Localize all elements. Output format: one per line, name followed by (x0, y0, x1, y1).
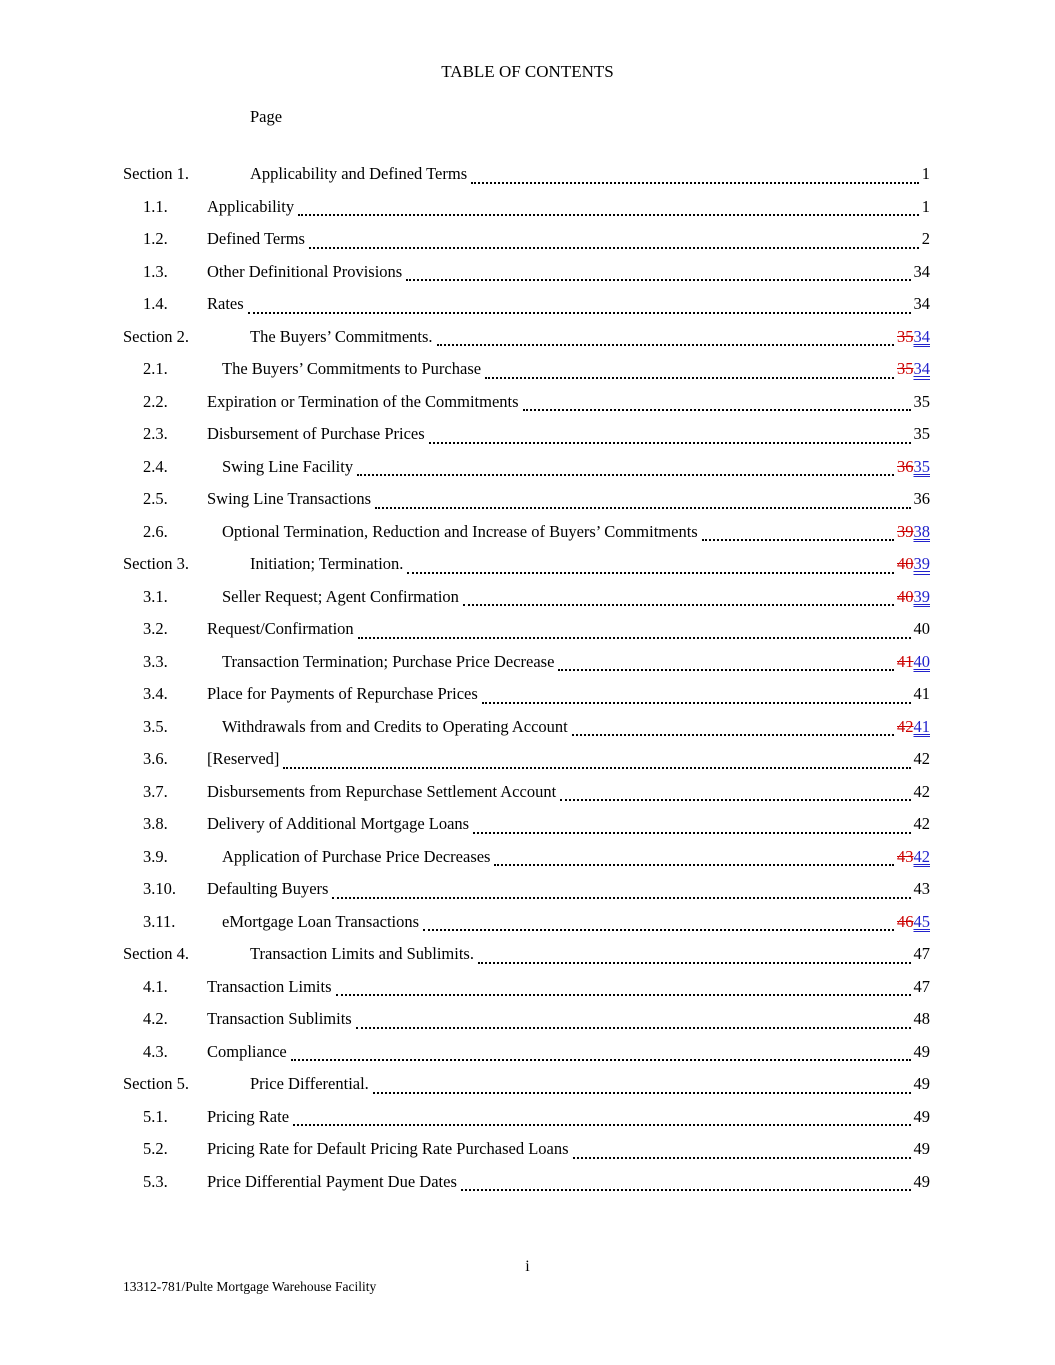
toc-entry-page-inserted: 45 (913, 911, 930, 931)
dot-leader (407, 572, 894, 574)
toc-entry-title: Seller Request; Agent Confirmation (222, 586, 459, 606)
dot-leader (471, 182, 919, 184)
dot-leader (293, 1124, 910, 1126)
toc-entry-number: 2.6. (143, 521, 168, 541)
dot-leader (291, 1059, 911, 1061)
toc-entry (123, 1101, 930, 1134)
toc-entry-title: Request/Confirmation (207, 619, 354, 638)
toc-entry-title: Disbursement of Purchase Prices (207, 424, 425, 443)
toc-entry-number: 4.1. (143, 976, 168, 996)
toc-entry-number: 3.5. (143, 716, 168, 736)
toc-entry-title: Transaction Termination; Purchase Price Decrease (222, 651, 555, 671)
toc-entry-page-inserted: 41 (913, 716, 930, 736)
toc-entry-number: 1.1. (143, 196, 168, 216)
toc-entry-page: 42 (913, 814, 930, 833)
dot-leader (437, 344, 894, 346)
toc-entry-page: 42 (913, 749, 930, 768)
toc-entry (123, 678, 930, 711)
toc-entry-page-deleted: 41 (897, 651, 914, 671)
toc-entry-page-deleted: 42 (897, 716, 914, 736)
dot-leader (298, 214, 919, 216)
toc-entry-number: 3.6. (143, 749, 168, 768)
toc-entry-number: 1.2. (143, 229, 168, 248)
toc-entry (123, 418, 930, 451)
toc-entry-page-inserted: 34 (913, 326, 930, 346)
dot-leader (373, 1092, 911, 1094)
toc-entry-number: 1.4. (143, 294, 168, 313)
dot-leader (573, 1157, 911, 1159)
toc-entry-title: [Reserved] (207, 749, 280, 768)
dot-leader (478, 962, 911, 964)
toc-entry-page: 2 (921, 229, 930, 248)
dot-leader (461, 1189, 911, 1191)
toc-entry-title: Price Differential. (250, 1074, 369, 1093)
toc-entry (123, 451, 930, 484)
dot-leader (248, 312, 911, 314)
toc-entry (123, 808, 930, 841)
toc-entry-number: 3.1. (143, 586, 168, 606)
toc-entry (123, 353, 930, 386)
dot-leader (463, 604, 894, 606)
page-title: TABLE OF CONTENTS (441, 62, 614, 81)
toc-entry-page: 41 (913, 684, 930, 703)
toc-entry-title: Withdrawals from and Credits to Operating Account (222, 716, 568, 736)
toc-entry-number: 3.9. (143, 846, 168, 866)
toc-entry-page: 1 (921, 196, 930, 216)
toc-entry-page (897, 548, 930, 581)
toc-entry-page-deleted: 40 (897, 586, 914, 606)
toc-entry (123, 1036, 930, 1069)
toc-entry-page: 48 (913, 1009, 930, 1028)
dot-leader (358, 637, 911, 639)
toc-entry-page (897, 711, 930, 744)
toc-entry-number: Section 3. (123, 554, 189, 573)
dot-leader (375, 507, 910, 509)
toc-entry (123, 158, 930, 191)
toc-entry-page: 47 (913, 944, 930, 963)
toc-entry-page (897, 353, 930, 386)
dot-leader (429, 442, 911, 444)
toc-entry-number: 4.3. (143, 1041, 168, 1061)
dot-leader (357, 474, 894, 476)
dot-leader (336, 994, 911, 996)
toc-entry-title: Disbursements from Repurchase Settlement Account (207, 781, 557, 801)
dot-leader (523, 409, 911, 411)
toc-entry-page (897, 581, 930, 614)
dot-leader (332, 897, 910, 899)
toc-entry-page: 34 (913, 294, 930, 313)
dot-leader (572, 734, 894, 736)
toc-entry-page-inserted: 39 (913, 554, 930, 573)
toc-entry (123, 516, 930, 549)
toc-entry-page: 49 (913, 1074, 930, 1093)
toc-entry-number: 3.3. (143, 651, 168, 671)
dot-leader (423, 929, 894, 931)
dot-leader (494, 864, 894, 866)
toc-entry (123, 906, 930, 939)
toc-entry-number: Section 2. (123, 326, 189, 346)
dot-leader (482, 702, 911, 704)
toc-entry-title: Swing Line Facility (222, 456, 354, 476)
toc-entry-number: 3.4. (143, 684, 168, 703)
toc-entry-page: 47 (913, 976, 930, 996)
toc-entry-title: Other Definitional Provisions (207, 261, 403, 281)
toc-entry-title: Price Differential Payment Due Dates (207, 1171, 457, 1191)
toc-entry-number: 3.11. (143, 911, 176, 931)
toc-entry-number: 5.1. (143, 1106, 168, 1126)
toc-entry (123, 223, 930, 256)
toc-entry-title: The Buyers’ Commitments. (250, 326, 433, 346)
toc-entry (123, 776, 930, 809)
toc-entry-number: 3.10. (143, 879, 176, 898)
toc-entry-number: 2.2. (143, 391, 168, 411)
toc-entry-number: 5.2. (143, 1139, 168, 1158)
page-column-header: Page (250, 107, 283, 126)
dot-leader (702, 539, 894, 541)
toc-entry-number: 2.1. (143, 359, 168, 378)
toc-entry (123, 971, 930, 1004)
toc-entry-number: 2.5. (143, 489, 168, 508)
toc-entry-page (897, 841, 930, 874)
toc-entry-title: Compliance (207, 1041, 287, 1061)
toc-entry-number: Section 5. (123, 1074, 189, 1093)
dot-leader (356, 1027, 911, 1029)
toc-entry (123, 743, 930, 776)
toc-entry-page-deleted: 43 (897, 846, 914, 866)
toc-entry-number: 3.8. (143, 814, 168, 833)
toc-entry-number: 2.4. (143, 456, 168, 476)
toc-entry (123, 1068, 930, 1101)
toc-entry-page: 49 (913, 1041, 930, 1061)
toc-entry (123, 646, 930, 679)
toc-entry-page: 35 (913, 391, 930, 411)
toc-entry-title: eMortgage Loan Transactions (222, 911, 420, 931)
footer-page-number: i (525, 1258, 530, 1275)
toc-entry (123, 873, 930, 906)
dot-leader (558, 669, 894, 671)
toc-entry (123, 1166, 930, 1199)
toc-entry-number: 2.3. (143, 424, 168, 443)
toc-entry-page (897, 516, 930, 549)
toc-entry-title: Applicability (207, 196, 295, 216)
toc-entry-title: Expiration or Termination of the Commitments (207, 391, 519, 411)
dot-leader (406, 279, 910, 281)
toc-entry-title: Pricing Rate (207, 1106, 290, 1126)
footer-doc-reference: 13312-781/Pulte Mortgage Warehouse Facility (123, 1279, 377, 1294)
toc-list (123, 158, 930, 1198)
toc-entry-page-deleted: 36 (897, 456, 914, 476)
toc-entry-number: 5.3. (143, 1171, 168, 1191)
toc-entry-page-deleted: 46 (897, 911, 914, 931)
toc-entry-title: Pricing Rate for Default Pricing Rate Purchased Loans (207, 1139, 569, 1158)
dot-leader (283, 767, 910, 769)
toc-entry (123, 548, 930, 581)
toc-entry-title: Application of Purchase Price Decreases (222, 846, 491, 866)
toc-entry-page-deleted: 40 (897, 554, 914, 573)
dot-leader (485, 377, 894, 379)
toc-entry-number: 3.7. (143, 781, 168, 801)
toc-entry-page (897, 906, 930, 939)
toc-entry-number: 1.3. (143, 261, 168, 281)
toc-entry-page: 43 (913, 879, 930, 898)
toc-entry-page (897, 321, 930, 354)
toc-entry (123, 191, 930, 224)
toc-entry (123, 288, 930, 321)
toc-entry-title: Rates (207, 294, 244, 313)
toc-entry-title: Applicability and Defined Terms (250, 164, 468, 183)
toc-entry-page: 49 (913, 1171, 930, 1191)
toc-entry-title: Optional Termination, Reduction and Increase of Buyers’ Commitments (222, 521, 698, 541)
toc-entry-title: Defaulting Buyers (207, 879, 329, 898)
toc-entry (123, 321, 930, 354)
toc-entry (123, 938, 930, 971)
toc-entry (123, 1133, 930, 1166)
toc-entry-page: 36 (913, 489, 930, 508)
toc-entry-page: 35 (913, 424, 930, 443)
toc-entry-number: Section 1. (123, 164, 189, 183)
toc-entry-page: 1 (921, 164, 930, 183)
toc-entry-page-inserted: 35 (913, 456, 930, 476)
toc-entry-title: Swing Line Transactions (207, 489, 372, 508)
toc-entry-title: Defined Terms (207, 229, 305, 248)
toc-entry (123, 256, 930, 289)
dot-leader (309, 247, 919, 249)
toc-entry-title: Transaction Sublimits (207, 1009, 352, 1028)
toc-entry-page-deleted: 35 (897, 326, 914, 346)
toc-entry-title: The Buyers’ Commitments to Purchase (222, 359, 482, 378)
toc-entry-page (897, 451, 930, 484)
toc-entry-title: Transaction Limits and Sublimits. (250, 944, 474, 963)
toc-entry (123, 613, 930, 646)
toc-entry (123, 841, 930, 874)
toc-entry-page: 42 (913, 781, 930, 801)
toc-entry (123, 711, 930, 744)
toc-entry-page-inserted: 39 (913, 586, 930, 606)
dot-leader (560, 799, 910, 801)
toc-entry (123, 483, 930, 516)
toc-entry-page (897, 646, 930, 679)
toc-entry (123, 581, 930, 614)
toc-entry-page-inserted: 42 (913, 846, 930, 866)
toc-entry-number: 4.2. (143, 1009, 168, 1028)
toc-entry-title: Initiation; Termination. (250, 554, 404, 573)
toc-entry-number: 3.2. (143, 619, 168, 638)
toc-entry-page: 49 (913, 1139, 930, 1158)
toc-entry-title: Delivery of Additional Mortgage Loans (207, 814, 470, 833)
toc-entry-page-inserted: 34 (913, 359, 930, 378)
toc-entry-page: 40 (913, 619, 930, 638)
dot-leader (473, 832, 910, 834)
toc-entry-title: Place for Payments of Repurchase Prices (207, 684, 478, 703)
toc-entry-page-inserted: 40 (913, 651, 930, 671)
toc-entry-page-inserted: 38 (913, 521, 930, 541)
toc-entry-number: Section 4. (123, 944, 189, 963)
toc-entry-page: 34 (913, 261, 930, 281)
toc-entry (123, 1003, 930, 1036)
toc-entry-page-deleted: 35 (897, 359, 914, 378)
toc-entry-page-deleted: 39 (897, 521, 914, 541)
toc-entry-page: 49 (913, 1106, 930, 1126)
toc-entry (123, 386, 930, 419)
toc-entry-title: Transaction Limits (207, 976, 332, 996)
